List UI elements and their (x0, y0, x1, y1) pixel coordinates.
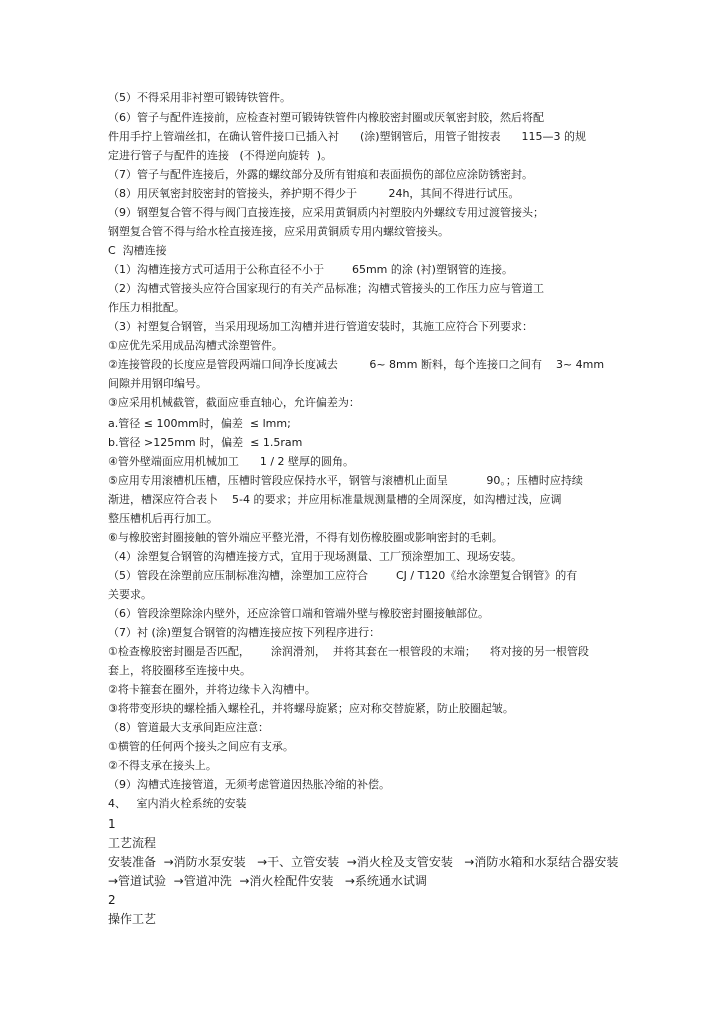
text-line: （9）沟槽式连接管道，无须考虑管道因热胀冷缩的补偿。 (108, 778, 390, 791)
section-heading: C 沟槽连接 (108, 244, 167, 257)
text-line: b.管径 >125mm 时，偏差 ≤ 1.5ram (108, 436, 303, 449)
text-line: a.管径 ≤ 100mm时，偏差 ≤ lmm; (108, 417, 291, 430)
section-heading: 4、 室内消火栓系统的安装 (108, 797, 247, 810)
text-line: ⑤应用专用滚槽机压槽，压槽时管段应保持水平，钢管与滚槽机止面呈 90。；压槽时应持续 (108, 474, 583, 487)
text-line: （7）管子与配件连接后，外露的螺纹部分及所有钳痕和表面损伤的部位应涂防锈密封。 (108, 168, 533, 181)
subheading: 工艺流程 (108, 836, 157, 850)
text-line: ③将带变形块的螺栓插入螺栓孔，并将螺母旋紧；应对称交替旋紧，防止胶圈起皱。 (108, 702, 514, 715)
text-line: （9）钢塑复合管不得与阀门直接连接，应采用黄铜质内衬塑胶内外螺纹专用过渡管接头； (108, 206, 544, 219)
text-line: （8）用厌氧密封胶密封的管接头，养护期不得少于 24h，其间不得进行试压。 (108, 187, 520, 200)
text-line: 间隙并用钢印编号。 (108, 377, 207, 390)
text-line: （4）涂塑复合钢管的沟槽连接方式，宜用于现场测量、工厂预涂塑加工、现场安装。 (108, 550, 522, 563)
process-flow-line: →管道试验 →管道冲洗 →消火栓配件安装 →系统通水试调 (108, 874, 427, 888)
text-line: （5）管段在涂塑前应压制标准沟槽，涂塑加工应符合 CJ / T120《给水涂塑复合钢管》的有 (108, 569, 578, 582)
subheading: 操作工艺 (108, 912, 157, 926)
text-line: 钢塑复合管不得与给水栓直接连接，应采用黄铜质专用内螺纹管接头。 (108, 225, 449, 238)
text-line: ②将卡箍套在圈外，并将边缘卡入沟槽中。 (108, 683, 316, 696)
step-number: 2 (108, 893, 116, 907)
text-line: 套上，将胶圈移至连接中央。 (108, 664, 251, 677)
text-line: （6）管子与配件连接前，应检查衬塑可锻铸铁管件内橡胶密封圈或厌氧密封胶，然后将配 (108, 111, 544, 124)
text-line: ②连接管段的长度应是管段两端口间净长度减去 6~ 8mm 断料，每个连接口之间有 3~ 4mm (108, 358, 605, 371)
text-line: （8）管道最大支承间距应注意： (108, 721, 269, 734)
text-line: 定进行管子与配件的连接 (不得逆向旋转 )。 (108, 149, 333, 162)
text-line: ③应采用机械截管，截面应垂直轴心，允许偏差为： (108, 396, 360, 409)
text-line: （1）沟槽连接方式可适用于公称直径不小于 65mm 的涂 (衬)塑钢管的连接。 (108, 263, 513, 276)
text-line: （7）衬 (涂)塑复合钢管的沟槽连接应按下列程序进行： (108, 626, 381, 639)
process-flow-line: 安装准备 →消防水泵安装 →干、立管安装 →消火栓及支管安装 →消防水箱和水泵结合器安装 (108, 855, 619, 869)
text-line: ①横管的任何两个接头之间应有支承。 (108, 740, 294, 753)
text-line: 整压槽机后再行加工。 (108, 512, 218, 525)
text-line: 渐进，槽深应符合表卜 5-4 的要求；并应用标准量规测量槽的全周深度，如沟槽过浅，应调 (108, 493, 562, 506)
text-line: ⑥与橡胶密封圈接触的管外端应平整光滑，不得有划伤橡胶圈或影响密封的毛刺。 (108, 531, 503, 544)
text-line: ②不得支承在接头上。 (108, 759, 217, 772)
text-line: 关要求。 (108, 588, 152, 601)
text-line: （2）沟槽式管接头应符合国家现行的有关产品标准；沟槽式管接头的工作压力应与管道工 (108, 282, 544, 295)
text-line: ①应优先采用成品沟槽式涂塑管件。 (108, 339, 283, 352)
text-line: 作压力相批配。 (108, 301, 185, 314)
step-number: 1 (108, 817, 116, 831)
text-line: （5）不得采用非衬塑可锻铸铁管件。 (108, 91, 291, 104)
text-line: 件用手拧上管端丝扣，在确认管件接口已插入衬 (涂)塑钢管后，用管子钳按表 115—3 的规 (108, 130, 587, 143)
text-line: ①检查橡胶密封圈是否匹配， 涂润滑剂， 并将其套在一根管段的末端； 将对接的另一根管段 (108, 645, 589, 658)
text-line: （3）衬塑复合钢管，当采用现场加工沟槽并进行管道安装时，其施工应符合下列要求： (108, 320, 533, 333)
text-line: （6）管段涂塑除涂内壁外，还应涂管口端和管端外壁与橡胶密封圈接触部位。 (108, 607, 489, 620)
text-line: ④管外壁端面应用机械加工 1 / 2 壁厚的圆角。 (108, 455, 355, 468)
